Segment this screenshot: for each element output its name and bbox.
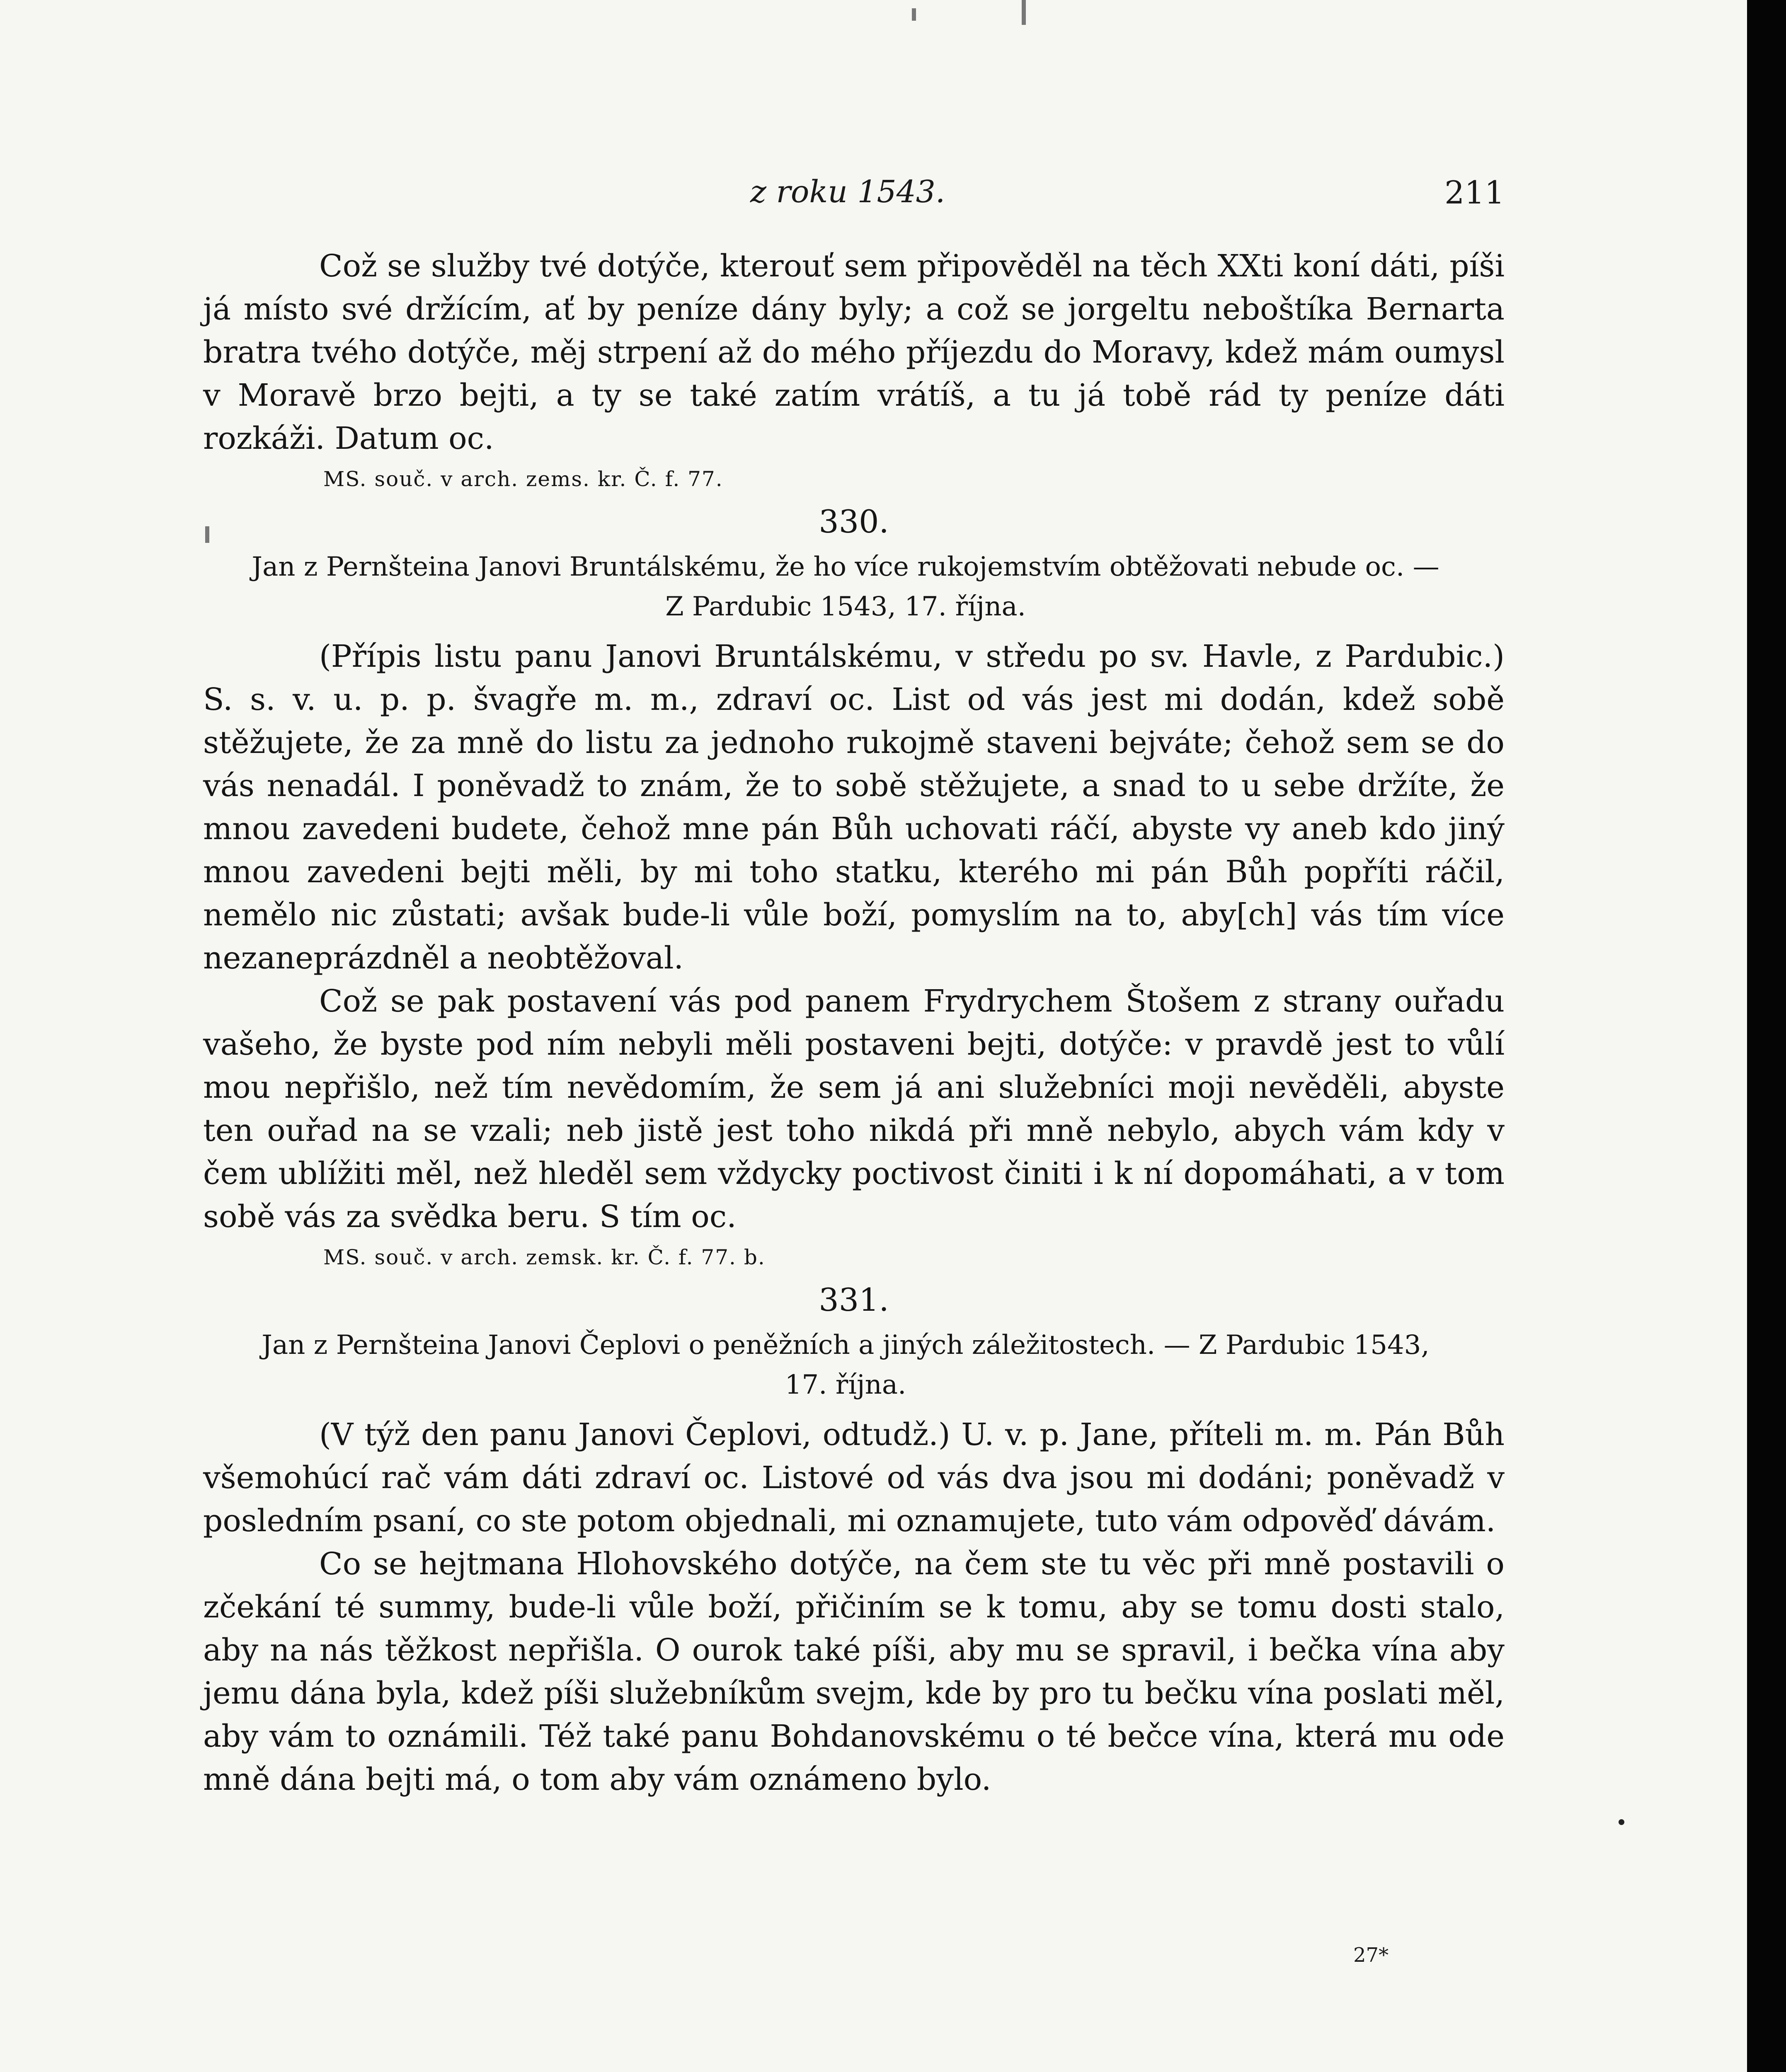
running-title: z roku 1543. — [750, 174, 945, 210]
letter-paragraph: Což se pak postavení vás pod panem Frydrychem Štošem z strany ouřadu vašeho, že byste pod ním nebyli měli postaveni bejti, dotýče: v pravdě jest to vůlí mou nepřišlo, než tím nevědomím, že sem já ani služebníci moji nevěděli, abyste ten ouřad na se vzali; neb jistě jest toho nikdá při mně nebylo, abych vám kdy v čem ublížiti měl, než hleděl sem vždycky poctivost činiti i k ní dopomáhati, a v tom sobě vás za svědka beru. S tím oc. — [203, 983, 1505, 1234]
letter-date-line: 17. října. — [785, 1370, 906, 1400]
source-note: MS. souč. v arch. zems. kr. Č. f. 77. — [323, 467, 723, 491]
page-body — [203, 244, 1505, 1801]
scan-speck — [1022, 0, 1026, 25]
continuation-paragraph: Což se služby tvé dotýče, kterouť sem připověděl na těch XXti koní dáti, píši já místo své držícím, ať by peníze dány byly; a což se jorgeltu neboštíka Bernarta bratra tvého dotýče, měj strpení až do mého příjezdu do Moravy, kdež mám oumysl v Moravě brzo bejti, a ty se také zatím vrátíš, a tu já tobě rád ty peníze dáti rozkáži. Datum oc. — [203, 248, 1505, 456]
page-number: 211 — [1444, 174, 1505, 211]
scan-border-right — [1747, 0, 1786, 2072]
letter-summary — [203, 547, 1488, 627]
page-header — [203, 174, 1505, 224]
scan-speck — [205, 526, 209, 543]
scan-speck — [912, 8, 916, 21]
source-note: MS. souč. v arch. zemsk. kr. Č. f. 77. b. — [323, 1245, 766, 1269]
letter-date-line: Z Pardubic 1543, 17. října. — [665, 591, 1026, 622]
signature-mark: 27* — [1353, 1944, 1389, 1967]
scan-speck — [1619, 1819, 1624, 1825]
letter-number: 331. — [819, 1281, 889, 1318]
letter-paragraph: Co se hejtmana Hlohovského dotýče, na čem ste tu věc při mně postavili o zčekání té summy, bude-li vůle boží, přičiním se k tomu, aby se tomu dosti stalo, aby na nás těžkost nepřišla. O ourok také píši, aby mu se spravil, i bečka vína aby jemu dána byla, kdež píši služebníkům svejm, kde by pro tu bečku vína poslati měl, aby vám to oznámili. Též také panu Bohdanovskému o té bečce vína, která mu ode mně dána bejti má, o tom aby vám oznámeno bylo. — [203, 1546, 1505, 1797]
letter-summary — [203, 1325, 1488, 1405]
letter-number: 330. — [819, 503, 889, 540]
letter-paragraph: (Přípis listu panu Janovi Bruntálskému, v středu po sv. Havle, z Pardubic.) S. s. v. u. p. p. švagře m. m., zdraví oc. List od vás jest mi dodán, kdež sobě stěžujete, že za mně do listu za jednoho rukojmě staveni bejváte; čehož sem se do vás nenadál. I poněvadž to znám, že to sobě stěžujete, a snad to u sebe držíte, že mnou zavedeni budete, čehož mne pán Bůh uchovati ráčí, abyste vy aneb kdo jiný mnou zavedeni bejti měli, by mi toho statku, kterého mi pán Bůh popříti ráčil, nemělo nic zůstati; avšak bude-li vůle boží, pomyslím na to, aby[ch] vás tím více nezaneprázdněl a neobtěžoval. — [203, 639, 1505, 976]
letter-summary-line: Jan z Pernšteina Janovi Bruntálskému, že ho více rukojemstvím obtěžovati nebude oc. — — [252, 552, 1439, 582]
letter-paragraph: (V týž den panu Janovi Čeplovi, odtudž.) U. v. p. Jane, příteli m. m. Pán Bůh všemohúcí rač vám dáti zdraví oc. Listové od vás dva jsou mi dodáni; poněvadž v posledním psaní, co ste potom objednali, mi oznamujete, tuto vám odpověď dávám. — [203, 1417, 1505, 1539]
letter-summary-line: Jan z Pernšteina Janovi Čeplovi o peněžních a jiných záležitostech. — Z Pardubic 1543, — [262, 1330, 1430, 1360]
